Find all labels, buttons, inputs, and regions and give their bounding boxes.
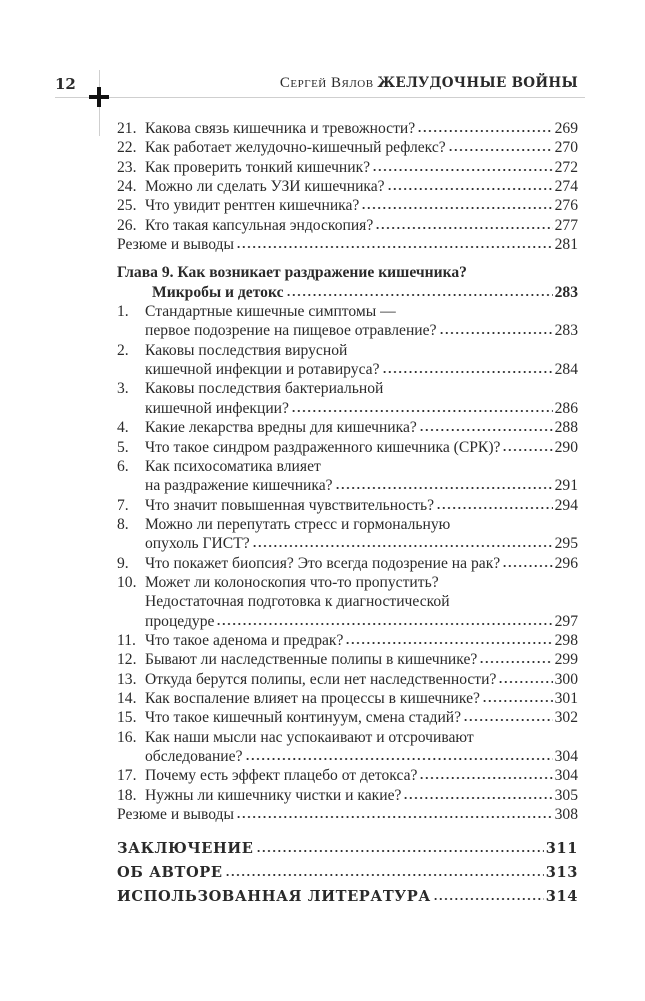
toc-entry-number: 6. <box>117 457 129 475</box>
toc-entry-row <box>145 418 578 437</box>
toc-entry-page: 300 <box>554 670 578 688</box>
toc-entry[interactable] <box>117 766 578 785</box>
toc-entry[interactable] <box>117 177 578 196</box>
chapter-title-line2: Микробы и детокс <box>152 283 284 301</box>
toc-entry[interactable] <box>117 418 578 437</box>
toc-entry-page: 283 <box>554 322 578 340</box>
toc-entry[interactable] <box>117 573 578 631</box>
toc-entry[interactable] <box>117 302 578 341</box>
table-of-contents <box>117 119 578 909</box>
toc-entry-body <box>145 515 578 554</box>
dot-leader <box>482 698 553 703</box>
toc-entry-body <box>145 670 578 689</box>
toc-entry-page: 302 <box>554 709 578 727</box>
toc-entry[interactable] <box>117 119 578 138</box>
toc-entry-page: 286 <box>554 399 578 417</box>
toc-entry-number: 26. <box>117 216 137 234</box>
toc-entry-label: Стандартные кишечные симптомы — <box>145 303 396 321</box>
toc-entry[interactable] <box>117 728 578 767</box>
toc-entry-label: кишечной инфекции и ротавируса? <box>145 361 380 379</box>
toc-entry[interactable] <box>117 786 578 805</box>
toc-entry-label: Как воспаление влияет на процессы в кишечнике? <box>145 689 480 707</box>
toc-entry-number: 16. <box>117 728 137 746</box>
toc-entry-body <box>145 177 578 196</box>
toc-entry-body <box>145 457 578 496</box>
running-header-title: ЖЕЛУДОЧНЫЕ ВОЙНЫ <box>377 75 578 91</box>
toc-entry-page: 304 <box>554 748 578 765</box>
toc-entry-label: Можно ли сделать УЗИ кишечника? <box>145 178 385 196</box>
chapter-title-line1: Глава 9. Как возникает раздражение кишечника? <box>117 264 467 282</box>
toc-entry-page: 288 <box>554 419 578 437</box>
toc-entry[interactable] <box>117 216 578 235</box>
toc-backmatter-entry[interactable] <box>117 837 578 861</box>
dot-leader <box>502 447 552 452</box>
dot-leader <box>236 814 553 819</box>
toc-entry-page: 298 <box>554 631 578 649</box>
toc-entry-number: 12. <box>117 651 137 669</box>
toc-entry-page: 313 <box>545 864 578 882</box>
dot-leader <box>252 543 553 548</box>
toc-entry-page: 281 <box>554 236 578 254</box>
previous-chapter-items <box>117 119 578 235</box>
toc-entry-label: процедуре <box>145 612 215 630</box>
toc-entry-label: Что увидит рентген кишечника? <box>145 197 360 215</box>
toc-entry[interactable] <box>117 438 578 457</box>
dot-leader <box>403 795 552 800</box>
dot-leader <box>498 679 552 684</box>
toc-entry[interactable] <box>117 138 578 157</box>
toc-entry-body <box>145 689 578 708</box>
toc-entry-page: 301 <box>554 689 578 707</box>
dot-leader <box>433 896 544 901</box>
toc-entry[interactable] <box>117 689 578 708</box>
toc-entry[interactable] <box>117 670 578 689</box>
toc-entry-row <box>145 138 578 157</box>
toc-entry-page: 291 <box>554 477 578 495</box>
dot-leader <box>439 330 553 335</box>
toc-entry-body <box>145 786 578 805</box>
toc-entry-label: Что значит повышенная чувствительность? <box>145 496 435 514</box>
dot-leader <box>245 756 553 761</box>
chapter-9-items <box>117 302 578 805</box>
toc-entry-body <box>145 119 578 138</box>
toc-summary-prev[interactable] <box>117 235 578 254</box>
toc-entry-body <box>145 138 578 157</box>
toc-entry[interactable] <box>117 515 578 554</box>
toc-entry-row <box>145 689 578 708</box>
toc-entry-label: Как психосоматика влияет <box>145 457 321 475</box>
toc-entry[interactable] <box>117 554 578 573</box>
toc-entry-label: Резюме и выводы <box>117 236 234 254</box>
toc-entry-label: Что покажет биопсия? Это всегда подозрение на рак? <box>145 554 501 572</box>
toc-entry-label: Какие лекарства вредны для кишечника? <box>145 419 417 437</box>
toc-entry-body <box>145 216 578 235</box>
toc-entry-label: Кто такая капсульная эндоскопия? <box>145 216 374 234</box>
toc-entry-row <box>145 476 578 495</box>
toc-entry-label: Что такое аденома и предрак? <box>145 631 344 649</box>
toc-entry-row <box>145 119 578 138</box>
toc-entry-number: 15. <box>117 709 137 727</box>
toc-entry-label: Почему есть эффект плацебо от детокса? <box>145 767 418 785</box>
toc-entry-label: Как наши мысли нас успокаивают и отсрочивают <box>145 728 474 746</box>
dot-leader <box>436 505 553 510</box>
toc-entry-row <box>145 554 578 573</box>
toc-entry-number: 3. <box>117 380 129 398</box>
toc-entry-label: Как работает желудочно-кишечный рефлекс? <box>145 139 446 157</box>
dot-leader <box>345 640 552 645</box>
running-header-author: Сергей Вялов <box>279 75 374 91</box>
toc-entry-page: 311 <box>545 840 578 858</box>
toc-entry-label: Может ли колоноскопия что-то пропустить? <box>145 573 439 591</box>
toc-entry-label: Можно ли перепутать стресс и гормональную <box>145 515 451 533</box>
toc-entry-label: Каковы последствия бактериальной <box>145 380 384 398</box>
dot-leader <box>419 427 553 432</box>
dot-leader <box>375 225 552 230</box>
toc-entry-row <box>145 360 578 379</box>
toc-entry-number: 18. <box>117 786 137 804</box>
toc-entry-page: 276 <box>554 197 578 215</box>
toc-entry-number: 10. <box>117 573 137 591</box>
toc-entry-row <box>145 766 578 785</box>
toc-backmatter-entry[interactable] <box>117 885 578 909</box>
toc-entry-label: Недостаточная подготовка к диагностической <box>145 593 450 611</box>
toc-entry-body <box>145 196 578 215</box>
toc-entry-label: ЗАКЛЮЧЕНИЕ <box>117 840 254 858</box>
toc-entry-number: 4. <box>117 419 129 437</box>
toc-entry-label: опухоль ГИСТ? <box>145 535 250 553</box>
toc-entry-row <box>145 786 578 805</box>
toc-entry-body <box>145 728 578 767</box>
toc-entry-label: Резюме и выводы <box>117 806 234 824</box>
toc-entry-number: 22. <box>117 139 137 157</box>
toc-entry-row <box>145 321 578 340</box>
header-rule <box>55 97 585 98</box>
toc-entry-number: 1. <box>117 303 129 321</box>
toc-entry-row <box>145 708 578 727</box>
toc-entry-row <box>145 399 578 418</box>
dot-leader <box>463 717 553 722</box>
toc-entry-body <box>145 631 578 650</box>
toc-entry-body <box>145 554 578 573</box>
toc-entry-row <box>145 158 578 177</box>
dot-leader <box>417 128 552 133</box>
toc-entry-row <box>145 631 578 650</box>
toc-entry[interactable] <box>117 631 578 650</box>
toc-entry-number: 13. <box>117 670 137 688</box>
toc-entry[interactable] <box>117 650 578 669</box>
toc-entry-page: 272 <box>554 158 578 176</box>
toc-entry-label: Что такое кишечный континуум, смена стадий? <box>145 709 462 727</box>
toc-entry-body <box>145 573 578 631</box>
toc-entry-number: 24. <box>117 178 137 196</box>
toc-entry-label: Каковы последствия вирусной <box>145 341 348 359</box>
toc-entry-page: 297 <box>554 612 578 630</box>
dot-leader <box>448 147 553 152</box>
toc-entry-page: 284 <box>554 361 578 379</box>
toc-entry-number: 11. <box>117 631 136 649</box>
toc-entry-body <box>145 708 578 727</box>
toc-entry-number: 23. <box>117 158 137 176</box>
toc-entry-row <box>145 650 578 669</box>
dot-leader <box>361 205 552 210</box>
toc-entry-body <box>145 650 578 669</box>
toc-entry-label: первое подозрение на пищевое отравление? <box>145 322 437 340</box>
toc-entry-label: ИСПОЛЬЗОВАННАЯ ЛИТЕРАТУРА <box>117 888 431 906</box>
toc-entry-body <box>145 766 578 785</box>
toc-entry-number: 21. <box>117 120 137 137</box>
toc-entry-number: 25. <box>117 197 137 215</box>
toc-chapter-9[interactable] <box>117 263 578 302</box>
toc-backmatter-entry[interactable] <box>117 861 578 885</box>
toc-entry-number: 2. <box>117 341 129 359</box>
dot-leader <box>256 848 544 853</box>
toc-entry[interactable] <box>117 196 578 215</box>
dot-leader <box>372 167 553 172</box>
toc-entry-row <box>145 196 578 215</box>
toc-entry-number: 8. <box>117 515 129 533</box>
toc-entry[interactable] <box>117 341 578 380</box>
dot-leader <box>236 244 553 249</box>
toc-entry-row <box>145 177 578 196</box>
toc-entry-body <box>145 158 578 177</box>
toc-entry-number: 9. <box>117 554 129 572</box>
toc-entry-page: 294 <box>554 496 578 514</box>
toc-entry-body <box>145 302 578 341</box>
toc-entry[interactable] <box>117 158 578 177</box>
toc-entry[interactable] <box>117 379 578 418</box>
toc-entry-number: 17. <box>117 767 137 785</box>
toc-entry-number: 14. <box>117 689 137 707</box>
toc-entry-row <box>145 534 578 553</box>
dot-leader <box>225 872 544 877</box>
toc-entry-body <box>145 418 578 437</box>
toc-entry-row <box>145 747 578 766</box>
toc-entry-row <box>145 670 578 689</box>
toc-entry-row <box>145 216 578 235</box>
toc-entry-label: Бывают ли наследственные полипы в кишечнике? <box>145 651 478 669</box>
toc-entry[interactable] <box>117 457 578 496</box>
dot-leader <box>382 369 553 374</box>
toc-entry-label: Как проверить тонкий кишечник? <box>145 158 371 176</box>
dot-leader <box>216 621 552 626</box>
page-number: 12 <box>55 75 76 93</box>
toc-entry-page: 314 <box>545 888 578 906</box>
toc-entry-label: на раздражение кишечника? <box>145 477 333 495</box>
dot-leader <box>419 775 552 780</box>
dot-leader <box>502 563 552 568</box>
toc-entry-body <box>145 379 578 418</box>
toc-entry-row <box>145 496 578 515</box>
toc-entry-label: ОБ АВТОРЕ <box>117 864 223 882</box>
toc-entry-page: 304 <box>554 767 578 785</box>
toc-entry-page: 269 <box>554 120 578 137</box>
toc-entry-body <box>145 438 578 457</box>
toc-entry-number: 7. <box>117 496 129 514</box>
back-matter <box>117 837 578 909</box>
running-header <box>280 75 578 92</box>
toc-entry-label: Что такое синдром раздраженного кишечника (СРК)? <box>145 438 501 456</box>
toc-entry-label: кишечной инфекции? <box>145 399 289 417</box>
toc-entry-label: Откуда берутся полипы, если нет наследственности? <box>145 670 497 688</box>
toc-entry-page: 305 <box>554 786 578 804</box>
toc-entry-page: 308 <box>554 806 578 824</box>
crop-mark-cross-icon <box>89 87 109 107</box>
toc-entry-row <box>145 612 578 631</box>
dot-leader <box>335 485 553 490</box>
toc-entry-page: 270 <box>554 139 578 157</box>
toc-entry-body <box>145 341 578 380</box>
dot-leader <box>286 292 553 297</box>
toc-entry-page: 277 <box>554 216 578 234</box>
dot-leader <box>479 659 552 664</box>
toc-entry-page: 299 <box>554 651 578 669</box>
toc-entry-number: 5. <box>117 438 129 456</box>
toc-entry-page: 295 <box>554 535 578 553</box>
toc-entry-body <box>145 496 578 515</box>
toc-entry-row <box>145 438 578 457</box>
toc-entry-label: обследование? <box>145 748 243 765</box>
toc-entry-label: Какова связь кишечника и тревожности? <box>145 120 416 137</box>
toc-summary[interactable] <box>117 805 578 824</box>
toc-entry-page: 290 <box>554 438 578 456</box>
toc-entry-page: 274 <box>554 178 578 196</box>
dot-leader <box>387 186 553 191</box>
toc-entry-page: 296 <box>554 554 578 572</box>
toc-entry-label: Нужны ли кишечнику чистки и какие? <box>145 786 402 804</box>
toc-entry[interactable] <box>117 496 578 515</box>
toc-entry[interactable] <box>117 708 578 727</box>
chapter-page: 283 <box>554 283 578 301</box>
dot-leader <box>291 408 553 413</box>
